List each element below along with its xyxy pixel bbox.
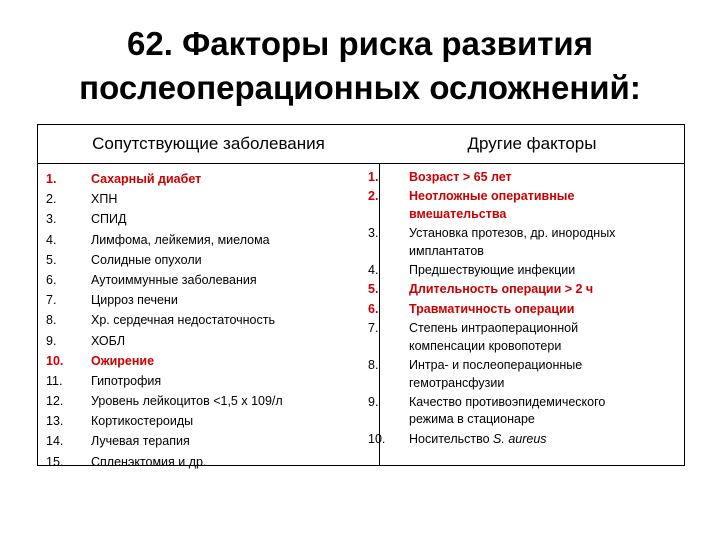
item-number: 11.	[46, 373, 63, 388]
comorbidity-item	[46, 331, 376, 351]
item-text: Хр. сердечная недостаточность	[91, 313, 275, 328]
item-text: Лучевая терапия	[91, 434, 190, 449]
comorbidities-header: Сопутствующие заболевания	[92, 134, 325, 153]
item-text-line: Интра- и послеоперационные	[409, 357, 583, 372]
title-line-1: 62. Факторы риска развития	[127, 25, 593, 62]
other-factors-list	[368, 169, 678, 450]
item-text-italic: S. aureus	[493, 431, 547, 446]
item-number: 10.	[368, 431, 386, 446]
item-number: 7.	[46, 293, 57, 308]
item-number: 5.	[368, 282, 379, 297]
comorbidity-item	[46, 310, 376, 330]
comorbidity-item	[46, 351, 376, 371]
item-text: Солидные опухоли	[91, 252, 202, 267]
item-text: Цирроз печени	[91, 293, 178, 308]
item-number: 10.	[46, 353, 64, 368]
item-text: Ожирение	[91, 353, 155, 368]
item-number: 9.	[368, 394, 379, 409]
item-text-line: Установка протезов, др. инородных	[409, 226, 616, 241]
other-factor-item	[368, 320, 678, 357]
item-text: ХПН	[91, 192, 118, 207]
other-factor-item	[368, 431, 678, 450]
item-number: 4.	[46, 232, 57, 247]
comorbidity-item	[46, 230, 376, 250]
item-number: 5.	[46, 252, 57, 267]
other-factor-item	[368, 262, 678, 281]
item-text: ХОБЛ	[91, 333, 126, 348]
item-text-line: вмешательства	[409, 206, 507, 221]
other-factor-item	[368, 169, 678, 188]
item-text-line: Возраст > 65 лет	[409, 170, 512, 184]
item-number: 3.	[368, 226, 379, 241]
item-number: 14.	[46, 434, 64, 449]
item-text: Лимфома, лейкемия, миелома	[91, 232, 270, 247]
item-text-line: Длительность операции > 2 ч	[409, 282, 594, 297]
comorbidity-item	[46, 391, 379, 411]
other-factor-item	[368, 394, 678, 431]
item-text	[409, 431, 678, 449]
item-text-line: Предшествующие инфекции	[409, 263, 576, 278]
item-text: Спленэктомия и др.	[91, 454, 207, 469]
item-text-line: имплантатов	[409, 243, 484, 258]
item-number: 8.	[46, 313, 57, 328]
item-number: 2.	[368, 189, 379, 204]
risk-factors-table	[37, 124, 685, 469]
item-number: 2.	[46, 192, 57, 207]
slide-title	[0, 22, 720, 110]
comorbidities-list	[46, 169, 379, 472]
other-factor-item	[368, 225, 678, 262]
comorbidity-item	[46, 189, 379, 209]
other-factors-header: Другие факторы	[467, 134, 597, 153]
item-text-line: Качество противоэпидемического	[409, 394, 606, 409]
other-factor-item	[368, 188, 678, 225]
item-number: 1.	[46, 172, 57, 186]
item-number: 4.	[368, 263, 379, 278]
comorbidity-item	[46, 452, 376, 472]
comorbidity-item	[46, 270, 376, 290]
item-text: Уровень лейкоцитов <1,5 х 109/л	[91, 394, 283, 409]
item-text: Аутоиммунные заболевания	[91, 272, 257, 287]
item-number: 6.	[46, 272, 57, 287]
item-text: Кортикостероиды	[91, 414, 194, 429]
comorbidity-item	[46, 371, 376, 391]
header-divider	[38, 163, 684, 164]
item-text: Сахарный диабет	[91, 172, 202, 186]
comorbidity-item	[46, 290, 376, 310]
item-text: СПИД	[91, 212, 127, 227]
item-text-line: режима в стационаре	[409, 412, 535, 427]
item-number: 13.	[46, 414, 64, 429]
item-number: 7.	[368, 320, 379, 335]
item-text-line: Неотложные оперативные	[409, 189, 575, 204]
item-text: Гипотрофия	[91, 373, 162, 388]
item-text-line: компенсации кровопотери	[409, 338, 562, 353]
item-text-line: Степень интраоперационной	[409, 320, 579, 335]
item-number: 8.	[368, 357, 379, 372]
item-number: 1.	[368, 170, 379, 184]
item-number: 6.	[368, 301, 379, 316]
item-number: 15.	[46, 454, 64, 469]
comorbidity-item	[46, 169, 379, 189]
other-factor-item	[368, 281, 678, 300]
title-line-2: послеоперационных осложнений:	[79, 69, 641, 106]
other-factor-item	[368, 301, 678, 320]
item-number: 12.	[46, 394, 64, 409]
comorbidity-item	[46, 209, 376, 229]
item-text-line: гемотрансфузии	[409, 375, 505, 390]
item-text-part: Носительство	[409, 431, 494, 446]
comorbidity-item	[46, 431, 376, 451]
comorbidity-item	[46, 411, 376, 431]
item-text-line: Травматичность операции	[409, 301, 575, 316]
item-number: 3.	[46, 212, 57, 227]
other-factor-item	[368, 357, 678, 394]
item-number: 9.	[46, 333, 57, 348]
comorbidity-item	[46, 250, 376, 270]
